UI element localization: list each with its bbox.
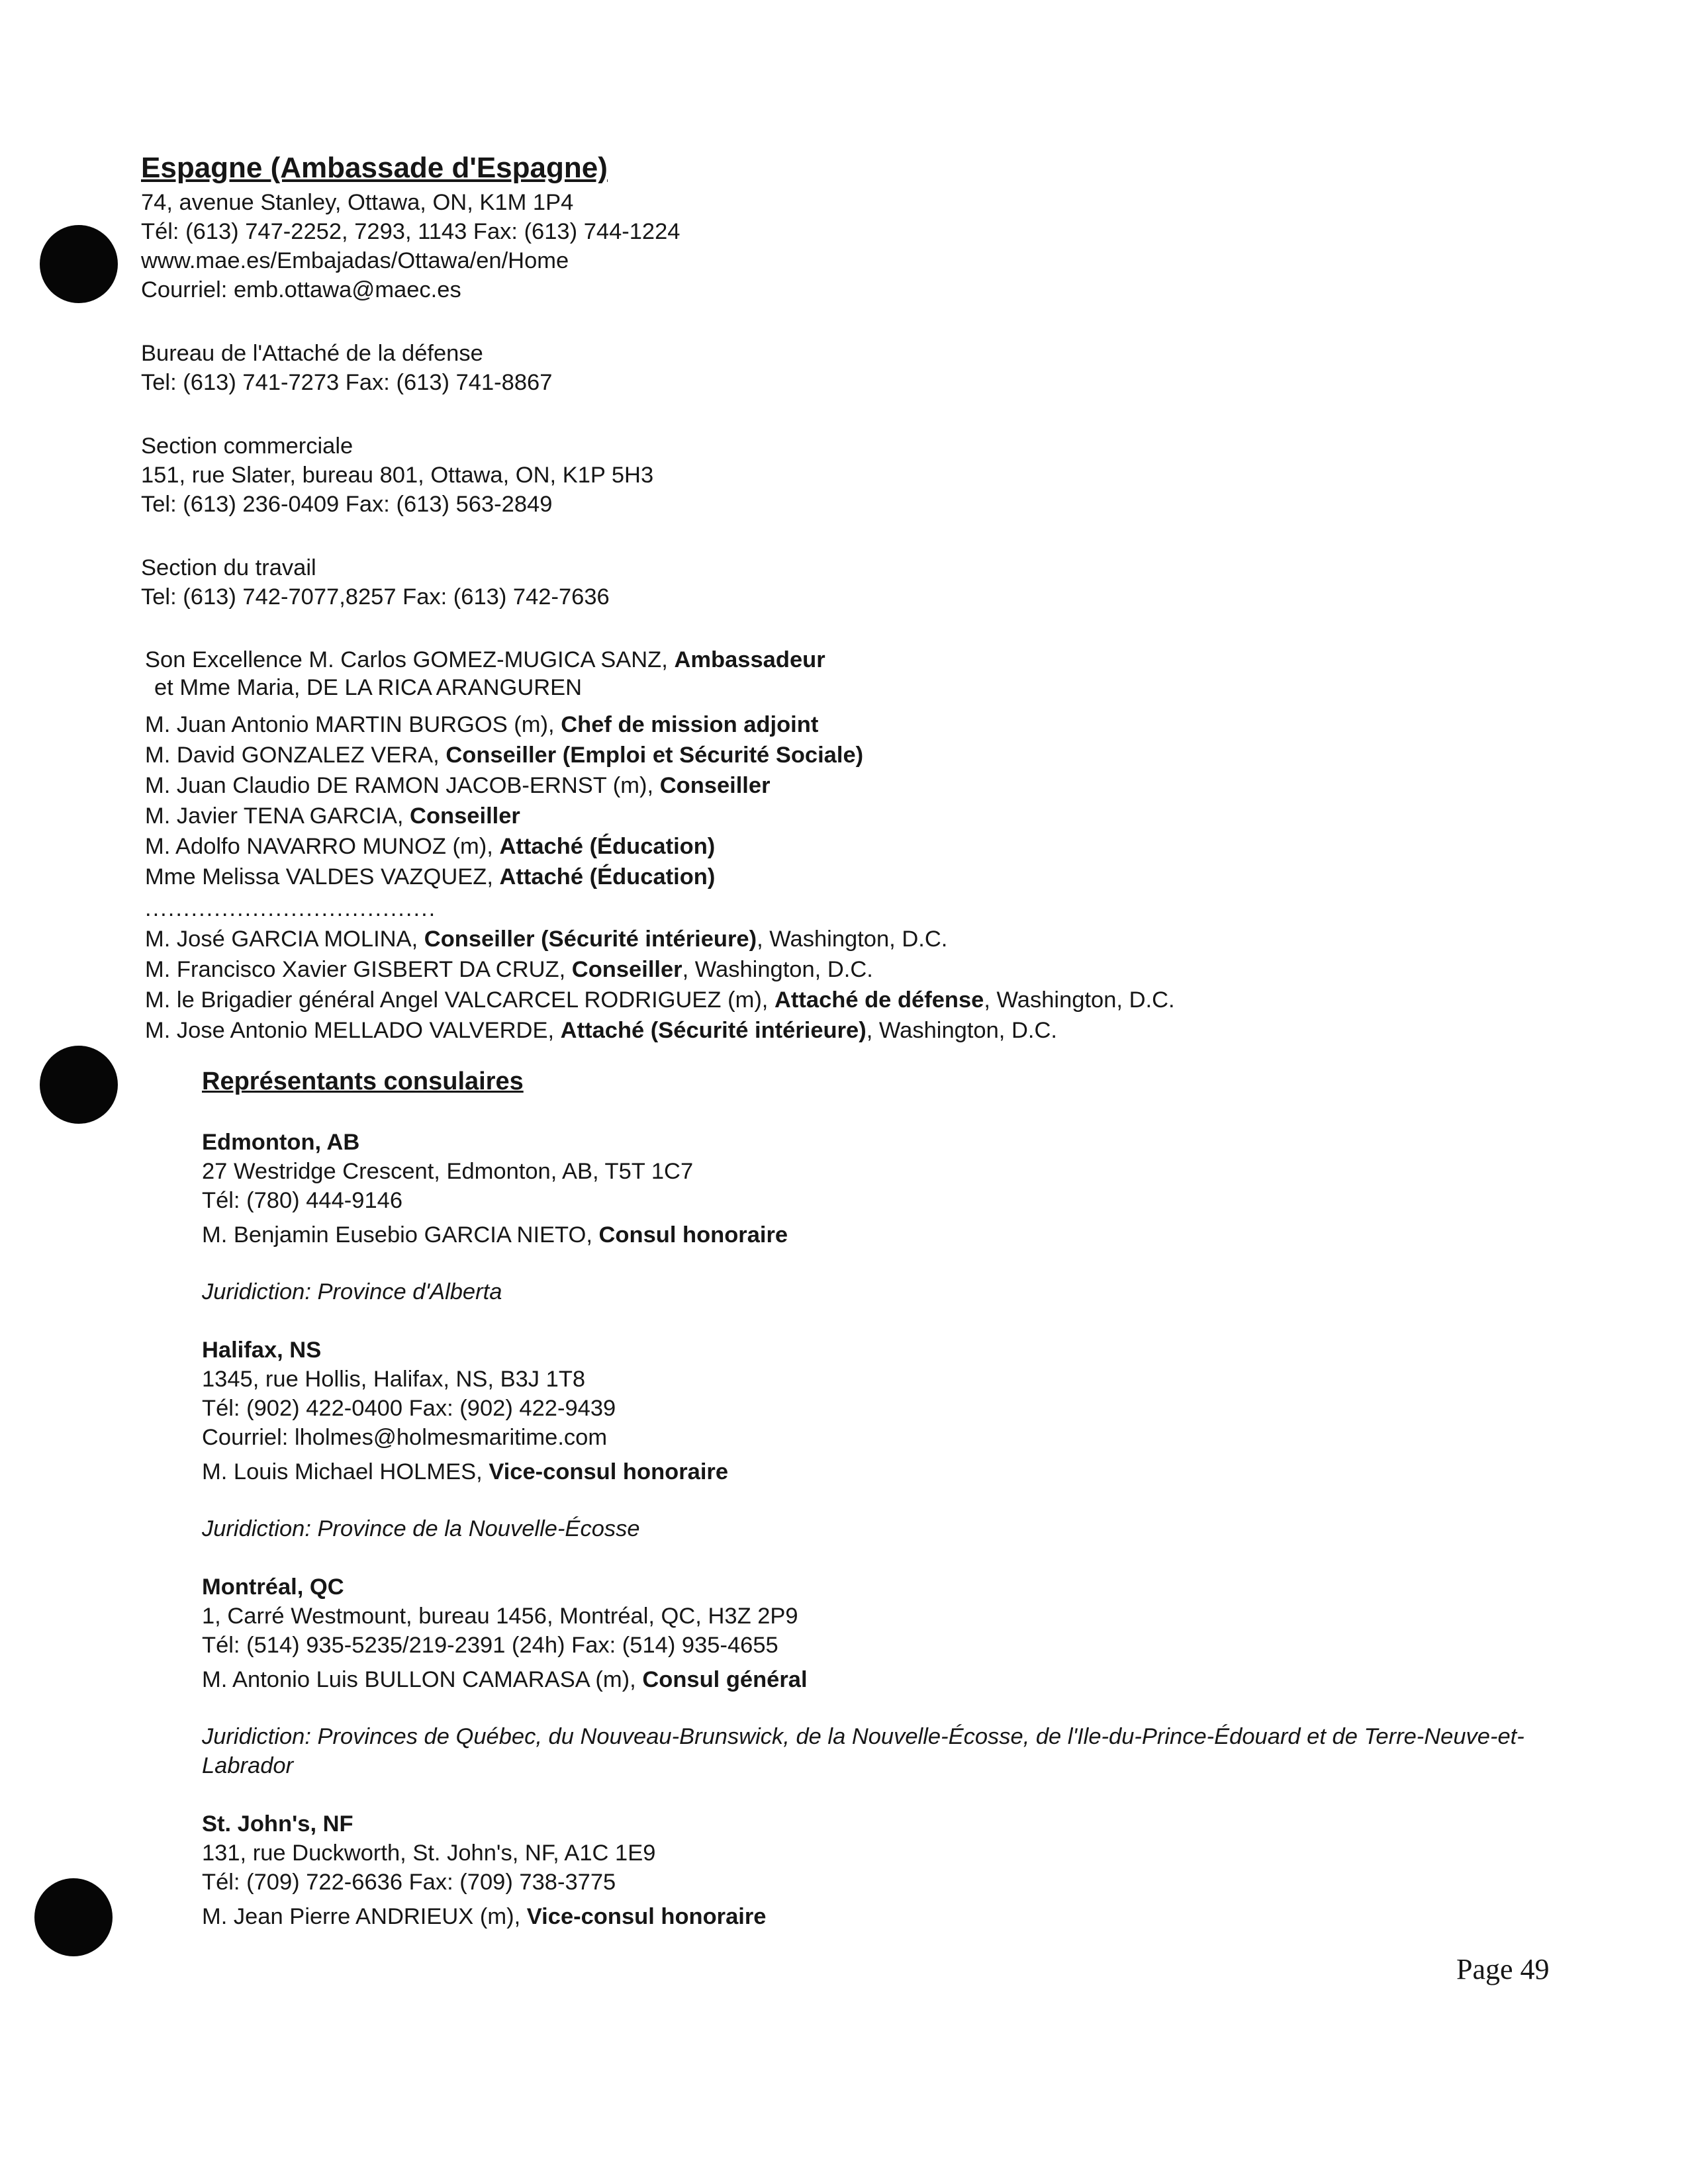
- post-jurisdiction: Juridiction: Province de la Nouvelle-Écosse: [202, 1516, 640, 1541]
- staff-title: Attaché de défense: [774, 987, 984, 1013]
- ambassador-name: Son Excellence M. Carlos GOMEZ-MUGICA SANZ,: [145, 647, 668, 672]
- staff-title: Conseiller (Sécurité intérieure): [424, 927, 757, 952]
- post-person: [202, 1902, 1559, 1931]
- staff-location: , Washington, D.C.: [682, 957, 873, 982]
- washington-staff-row: [145, 954, 1564, 985]
- post-city: Edmonton, AB: [202, 1130, 360, 1155]
- staff-title: Conseiller: [571, 957, 682, 982]
- page-number: Page 49: [1456, 1953, 1550, 1985]
- staff-title: Conseiller (Emploi et Sécurité Sociale): [445, 743, 864, 768]
- staff-row: [145, 862, 1564, 892]
- punch-hole-middle: [40, 1046, 118, 1124]
- staff-list: [145, 646, 1564, 1046]
- office-labour-section: [141, 553, 1564, 612]
- post-person: [202, 1220, 1559, 1250]
- punch-hole-top: [40, 225, 118, 303]
- post-email[interactable]: Courriel: lholmes@holmesmaritime.com: [202, 1425, 608, 1450]
- staff-name: M. Francisco Xavier GISBERT DA CRUZ,: [145, 957, 566, 982]
- staff-name: M. Juan Antonio MARTIN BURGOS (m),: [145, 712, 555, 737]
- staff-title: Attaché (Éducation): [499, 864, 716, 889]
- person-title: Consul honoraire: [598, 1222, 788, 1248]
- office-name: Section du travail: [141, 555, 316, 580]
- ambassador-title: Ambassadeur: [674, 647, 825, 672]
- embassy-contact: [141, 188, 1564, 304]
- staff-name: M. Javier TENA GARCIA,: [145, 803, 404, 829]
- person-title: Consul général: [642, 1667, 808, 1692]
- office-phone: Tel: (613) 741-7273 Fax: (613) 741-8867: [141, 370, 553, 395]
- staff-row: [145, 801, 1564, 831]
- consular-post-montreal: [202, 1572, 1559, 1780]
- staff-title: Conseiller: [659, 773, 771, 798]
- staff-title: Attaché (Éducation): [499, 834, 716, 859]
- office-commercial-section: [141, 432, 1564, 519]
- post-person: [202, 1665, 1559, 1694]
- post-city: Montréal, QC: [202, 1574, 344, 1600]
- separator-dots: ......................................: [145, 896, 437, 921]
- staff-name: M. Adolfo NAVARRO MUNOZ (m),: [145, 834, 493, 859]
- embassy-address: 74, avenue Stanley, Ottawa, ON, K1M 1P4: [141, 190, 574, 215]
- post-jurisdiction: Juridiction: Provinces de Québec, du Nouveau-Brunswick, de la Nouvelle-Écosse, de l'Ile-du-Prince-Édouard et de Terre-Neuve-et-Labrador: [202, 1724, 1524, 1778]
- staff-name: M. Juan Claudio DE RAMON JACOB-ERNST (m),: [145, 773, 654, 798]
- office-phone: Tel: (613) 236-0409 Fax: (613) 563-2849: [141, 492, 553, 517]
- person-name: M. Antonio Luis BULLON CAMARASA (m),: [202, 1667, 636, 1692]
- embassy-phone: Tél: (613) 747-2252, 7293, 1143 Fax: (613) 744-1224: [141, 219, 680, 244]
- person-title: Vice-consul honoraire: [526, 1904, 767, 1929]
- consular-heading: Représentants consulaires: [202, 1068, 524, 1095]
- staff-location: , Washington, D.C.: [984, 987, 1175, 1013]
- post-city: St. John's, NF: [202, 1811, 353, 1837]
- post-address: 131, rue Duckworth, St. John's, NF, A1C 1E9: [202, 1841, 656, 1866]
- post-phone: Tél: (780) 444-9146: [202, 1188, 403, 1213]
- punch-hole-bottom: [34, 1878, 113, 1956]
- person-title: Vice-consul honoraire: [489, 1459, 729, 1484]
- staff-name: M. Jose Antonio MELLADO VALVERDE,: [145, 1018, 555, 1043]
- post-phone: Tél: (902) 422-0400 Fax: (902) 422-9439: [202, 1396, 616, 1421]
- staff-title: Conseiller: [410, 803, 520, 829]
- ambassador-spouse: et Mme Maria, DE LA RICA ARANGUREN: [154, 675, 583, 700]
- embassy-website[interactable]: www.mae.es/Embajadas/Ottawa/en/Home: [141, 248, 569, 273]
- staff-title: Chef de mission adjoint: [561, 712, 819, 737]
- staff-row: [145, 831, 1564, 862]
- person-name: M. Benjamin Eusebio GARCIA NIETO,: [202, 1222, 592, 1248]
- post-person: [202, 1457, 1559, 1486]
- post-address: 27 Westridge Crescent, Edmonton, AB, T5T 1C7: [202, 1159, 694, 1184]
- embassy-title: Espagne (Ambassade d'Espagne): [141, 152, 608, 184]
- washington-staff-row: [145, 1015, 1564, 1046]
- post-address: 1, Carré Westmount, bureau 1456, Montréal, QC, H3Z 2P9: [202, 1604, 798, 1629]
- washington-staff-row: [145, 985, 1564, 1015]
- staff-row: [145, 709, 1564, 740]
- post-jurisdiction: Juridiction: Province d'Alberta: [202, 1279, 502, 1304]
- post-address: 1345, rue Hollis, Halifax, NS, B3J 1T8: [202, 1367, 586, 1392]
- office-defense-attache: [141, 339, 1564, 397]
- staff-name: M. José GARCIA MOLINA,: [145, 927, 418, 952]
- washington-staff-row: [145, 924, 1564, 954]
- consular-post-halifax: [202, 1336, 1559, 1543]
- post-city: Halifax, NS: [202, 1338, 322, 1363]
- ambassador-line: [145, 646, 1564, 674]
- person-name: M. Jean Pierre ANDRIEUX (m),: [202, 1904, 521, 1929]
- staff-name: M. David GONZALEZ VERA,: [145, 743, 440, 768]
- staff-title: Attaché (Sécurité intérieure): [560, 1018, 867, 1043]
- staff-location: , Washington, D.C.: [866, 1018, 1057, 1043]
- office-name: Bureau de l'Attaché de la défense: [141, 341, 483, 366]
- consular-post-st-johns: [202, 1809, 1559, 1931]
- consular-post-edmonton: [202, 1128, 1559, 1306]
- person-name: M. Louis Michael HOLMES,: [202, 1459, 483, 1484]
- staff-name: M. le Brigadier général Angel VALCARCEL RODRIGUEZ (m),: [145, 987, 769, 1013]
- office-phone: Tel: (613) 742-7077,8257 Fax: (613) 742-7636: [141, 584, 610, 610]
- office-name: Section commerciale: [141, 433, 353, 459]
- embassy-section: [141, 150, 1564, 1046]
- staff-location: , Washington, D.C.: [757, 927, 948, 952]
- consular-section: [202, 1066, 1559, 1931]
- staff-name: Mme Melissa VALDES VAZQUEZ,: [145, 864, 493, 889]
- staff-row: [145, 770, 1564, 801]
- embassy-email[interactable]: Courriel: emb.ottawa@maec.es: [141, 277, 461, 302]
- office-address: 151, rue Slater, bureau 801, Ottawa, ON, K1P 5H3: [141, 463, 654, 488]
- post-phone: Tél: (709) 722-6636 Fax: (709) 738-3775: [202, 1870, 616, 1895]
- staff-row: [145, 740, 1564, 770]
- post-phone: Tél: (514) 935-5235/219-2391 (24h) Fax: (514) 935-4655: [202, 1633, 778, 1658]
